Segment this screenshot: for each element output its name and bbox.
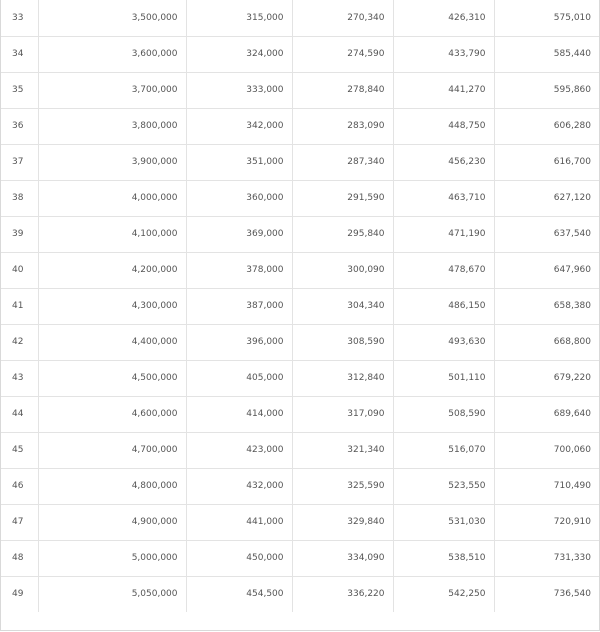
row-number-cell: 39 <box>1 216 38 252</box>
value-cell-1: 342,000 <box>186 108 292 144</box>
value-cell-3: 516,070 <box>393 432 494 468</box>
row-number-cell: 46 <box>1 468 38 504</box>
row-number-cell: 47 <box>1 504 38 540</box>
value-cell-3: 501,110 <box>393 360 494 396</box>
amount-cell: 3,800,000 <box>38 108 186 144</box>
value-cell-4: 658,380 <box>494 288 599 324</box>
table-row <box>1 72 599 108</box>
amount-cell: 4,500,000 <box>38 360 186 396</box>
value-cell-2: 336,220 <box>292 576 393 612</box>
value-cell-2: 300,090 <box>292 252 393 288</box>
value-cell-1: 360,000 <box>186 180 292 216</box>
value-cell-1: 324,000 <box>186 36 292 72</box>
table-row <box>1 108 599 144</box>
value-cell-4: 637,540 <box>494 216 599 252</box>
value-cell-4: 606,280 <box>494 108 599 144</box>
table-row <box>1 144 599 180</box>
value-cell-3: 448,750 <box>393 108 494 144</box>
value-cell-4: 627,120 <box>494 180 599 216</box>
amount-cell: 4,100,000 <box>38 216 186 252</box>
table-row <box>1 396 599 432</box>
table-row <box>1 540 599 576</box>
value-cell-4: 679,220 <box>494 360 599 396</box>
value-cell-2: 321,340 <box>292 432 393 468</box>
value-cell-1: 423,000 <box>186 432 292 468</box>
value-cell-2: 287,340 <box>292 144 393 180</box>
value-cell-2: 274,590 <box>292 36 393 72</box>
row-number-cell: 44 <box>1 396 38 432</box>
row-number-cell: 35 <box>1 72 38 108</box>
value-cell-2: 334,090 <box>292 540 393 576</box>
value-cell-1: 351,000 <box>186 144 292 180</box>
data-table <box>1 0 599 612</box>
value-cell-4: 595,860 <box>494 72 599 108</box>
value-cell-1: 454,500 <box>186 576 292 612</box>
value-cell-4: 575,010 <box>494 0 599 36</box>
row-number-cell: 34 <box>1 36 38 72</box>
amount-cell: 5,050,000 <box>38 576 186 612</box>
value-cell-2: 270,340 <box>292 0 393 36</box>
row-number-cell: 45 <box>1 432 38 468</box>
amount-cell: 3,900,000 <box>38 144 186 180</box>
value-cell-2: 325,590 <box>292 468 393 504</box>
row-number-cell: 38 <box>1 180 38 216</box>
amount-cell: 4,600,000 <box>38 396 186 432</box>
value-cell-4: 731,330 <box>494 540 599 576</box>
value-cell-2: 291,590 <box>292 180 393 216</box>
table-row <box>1 36 599 72</box>
value-cell-1: 387,000 <box>186 288 292 324</box>
row-number-cell: 33 <box>1 0 38 36</box>
amount-cell: 4,400,000 <box>38 324 186 360</box>
row-number-cell: 48 <box>1 540 38 576</box>
value-cell-3: 426,310 <box>393 0 494 36</box>
value-cell-1: 369,000 <box>186 216 292 252</box>
value-cell-4: 585,440 <box>494 36 599 72</box>
value-cell-1: 396,000 <box>186 324 292 360</box>
value-cell-4: 720,910 <box>494 504 599 540</box>
amount-cell: 4,700,000 <box>38 432 186 468</box>
amount-cell: 3,600,000 <box>38 36 186 72</box>
value-cell-3: 471,190 <box>393 216 494 252</box>
value-cell-4: 647,960 <box>494 252 599 288</box>
value-cell-1: 441,000 <box>186 504 292 540</box>
value-cell-3: 433,790 <box>393 36 494 72</box>
amount-cell: 5,000,000 <box>38 540 186 576</box>
value-cell-3: 538,510 <box>393 540 494 576</box>
value-cell-4: 700,060 <box>494 432 599 468</box>
value-cell-2: 317,090 <box>292 396 393 432</box>
value-cell-1: 378,000 <box>186 252 292 288</box>
amount-cell: 4,900,000 <box>38 504 186 540</box>
value-cell-1: 315,000 <box>186 0 292 36</box>
value-cell-1: 414,000 <box>186 396 292 432</box>
value-cell-1: 432,000 <box>186 468 292 504</box>
amount-cell: 4,000,000 <box>38 180 186 216</box>
value-cell-4: 668,800 <box>494 324 599 360</box>
value-cell-3: 463,710 <box>393 180 494 216</box>
table-row <box>1 504 599 540</box>
table-row <box>1 180 599 216</box>
value-cell-4: 736,540 <box>553 589 591 600</box>
value-cell-3: 531,030 <box>393 504 494 540</box>
value-cell-4: 616,700 <box>494 144 599 180</box>
table-row <box>1 360 599 396</box>
value-cell-2: 329,840 <box>292 504 393 540</box>
value-cell-2: 308,590 <box>292 324 393 360</box>
value-cell-4: 710,490 <box>494 468 599 504</box>
amount-cell: 3,700,000 <box>38 72 186 108</box>
value-cell-3: 508,590 <box>393 396 494 432</box>
table-row <box>1 576 599 612</box>
row-number-cell: 40 <box>1 252 38 288</box>
value-cell-4: 689,640 <box>494 396 599 432</box>
table-row <box>1 432 599 468</box>
value-cell-1: 333,000 <box>186 72 292 108</box>
value-cell-3: 478,670 <box>393 252 494 288</box>
table-row <box>1 324 599 360</box>
row-number-cell: 41 <box>1 288 38 324</box>
table-row <box>1 288 599 324</box>
value-cell-2: 304,340 <box>292 288 393 324</box>
row-number-cell: 42 <box>1 324 38 360</box>
row-number-cell: 49 <box>1 576 38 612</box>
value-cell-3: 493,630 <box>393 324 494 360</box>
value-cell-1: 405,000 <box>186 360 292 396</box>
table-row <box>1 252 599 288</box>
value-cell-2: 295,840 <box>292 216 393 252</box>
value-cell-3: 542,250 <box>393 576 494 612</box>
value-cell-2: 283,090 <box>292 108 393 144</box>
table-body <box>1 0 599 612</box>
amount-cell: 4,200,000 <box>38 252 186 288</box>
row-number-cell: 43 <box>1 360 38 396</box>
row-number-cell: 36 <box>1 108 38 144</box>
table-row <box>1 216 599 252</box>
value-cell-2: 278,840 <box>292 72 393 108</box>
value-cell-1: 450,000 <box>186 540 292 576</box>
amount-cell: 4,300,000 <box>38 288 186 324</box>
value-cell-2: 312,840 <box>292 360 393 396</box>
table-row <box>1 0 599 36</box>
value-cell-3: 456,230 <box>393 144 494 180</box>
table-row <box>1 468 599 504</box>
value-cell-3: 486,150 <box>393 288 494 324</box>
amount-cell: 3,500,000 <box>38 0 186 36</box>
amount-cell: 4,800,000 <box>38 468 186 504</box>
value-cell-3: 523,550 <box>393 468 494 504</box>
value-cell-3: 441,270 <box>393 72 494 108</box>
row-number-cell: 37 <box>1 144 38 180</box>
